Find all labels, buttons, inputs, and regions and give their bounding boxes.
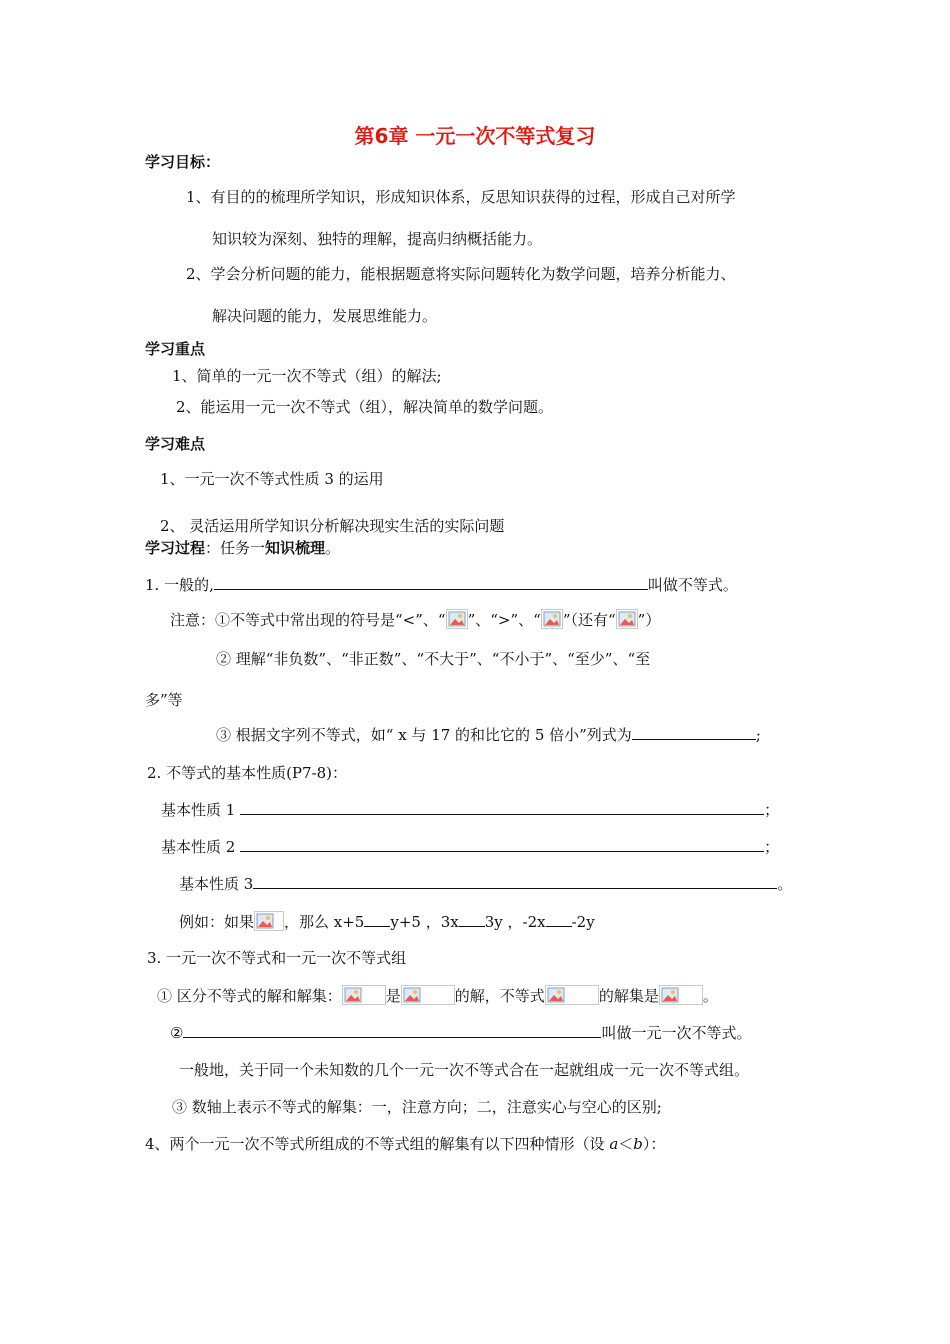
property-1-end: ； <box>764 801 780 819</box>
note-symbols-suffix: ”） <box>637 611 661 629</box>
example-d: -2y <box>571 913 595 931</box>
property-3-line <box>179 874 792 894</box>
broken-image-icon <box>616 609 638 629</box>
linear-def-blank[interactable] <box>183 1023 601 1038</box>
difficulty-2: 2、 灵活运用所学知识分析解决现实生活的实际问题 <box>160 517 505 535</box>
definition-suffix: 叫做不等式。 <box>647 576 738 594</box>
objective-1-line1: 1、有目的的梳理所学知识，形成知识体系，反思知识获得的过程，形成自己对所学 <box>186 188 736 206</box>
example-blank-3[interactable] <box>546 912 572 927</box>
property-3-end: 。 <box>777 875 793 893</box>
key-point-2: 2、能运用一元一次不等式（组），解决简单的数学问题。 <box>176 398 554 416</box>
var-a: a <box>609 1135 619 1153</box>
note-write-prefix: ③ 根据文字列不等式，如“ x 与 17 的和比它的 5 倍小”列式为 <box>216 726 632 744</box>
note-terms-line2: 多”等 <box>145 691 183 709</box>
page-title: 第6章 一元一次不等式复习 <box>354 124 596 148</box>
broken-image-icon <box>446 609 468 629</box>
objectives-heading: 学习目标： <box>145 153 221 171</box>
example-a: ，那么 x+5 <box>284 913 365 931</box>
note-symbols-line <box>170 609 660 630</box>
key-points-heading: 学习重点 <box>145 340 206 358</box>
note-terms-line1: ② 理解“非负数”、“非正数”、“不大于”、“不小于”、“至少”、“至 <box>216 650 651 668</box>
properties-heading: 2. 不等式的基本性质(P7-8)： <box>147 764 348 782</box>
objective-1-line2: 知识较为深刻、独特的理解，提高归纳概括能力。 <box>212 230 543 248</box>
section3-heading: 3. 一元一次不等式和一元一次不等式组 <box>147 949 407 967</box>
definition-blank[interactable] <box>214 575 648 590</box>
objective-2-line2: 解决问题的能力，发展思维能力。 <box>212 307 438 325</box>
process-task-title: 知识梳理 <box>265 539 326 557</box>
linear-def-suffix: 叫做一元一次不等式。 <box>601 1024 752 1042</box>
property-1-label: 基本性质 1 <box>161 801 236 819</box>
property-2-label: 基本性质 2 <box>161 838 236 856</box>
objective-2-line1: 2、学会分析问题的能力，能根据题意将实际问题转化为数学问题，培养分析能力、 <box>186 265 736 283</box>
note-write-suffix: ; <box>755 726 761 744</box>
property-3-label: 基本性质 3 <box>179 875 254 893</box>
solution-is: 是 <box>385 987 401 1005</box>
linear-def-prefix: ② <box>170 1024 184 1042</box>
property-2-blank[interactable] <box>240 837 764 852</box>
difficulties-heading: 学习难点 <box>145 435 206 453</box>
system-definition: 一般地，关于同一个未知数的几个一元一次不等式合在一起就组成一元一次不等式组。 <box>179 1061 750 1079</box>
process-line <box>145 538 340 558</box>
broken-image-icon <box>659 985 703 1005</box>
note-symbols-mid2: ”（还有“ <box>562 611 616 629</box>
process-task-prefix: ：任务一 <box>205 539 266 557</box>
section4-line <box>145 1134 665 1154</box>
solution-vs-set-line <box>157 985 718 1006</box>
definition-line <box>145 575 738 595</box>
solution-vs-set-prefix: ① 区分不等式的解和解集： <box>157 987 342 1005</box>
key-point-1: 1、简单的一元一次不等式（组）的解法; <box>172 367 442 385</box>
property-2-line <box>161 837 779 857</box>
solution-end: 。 <box>702 987 718 1005</box>
example-prefix: 例如：如果 <box>179 913 255 931</box>
broken-image-icon <box>342 985 386 1005</box>
property-1-blank[interactable] <box>240 800 764 815</box>
example-c: 3y ，-2x <box>484 913 546 931</box>
section4-prefix: 4、两个一元一次不等式所组成的不等式组的解集有以下四种情形（设 <box>145 1135 610 1153</box>
property-2-end: ； <box>764 838 780 856</box>
linear-inequality-def-line <box>170 1023 751 1043</box>
note-symbols-prefix: 注意：①不等式中常出现的符号是“<”、“ <box>170 611 446 629</box>
example-b: y+5 ，3x <box>390 913 459 931</box>
broken-image-icon <box>541 609 563 629</box>
less-than-sign: ＜ <box>618 1135 634 1153</box>
definition-prefix: 1. 一般的, <box>145 576 214 594</box>
process-task-suffix: 。 <box>325 539 341 557</box>
broken-image-icon <box>545 985 599 1005</box>
broken-image-icon <box>401 985 455 1005</box>
number-line-note: ③ 数轴上表示不等式的解集：一，注意方向；二，注意实心与空心的区别; <box>172 1098 662 1116</box>
property-1-line <box>161 800 779 820</box>
inequality-blank[interactable] <box>632 725 756 740</box>
process-heading: 学习过程 <box>145 539 206 557</box>
example-blank-1[interactable] <box>364 912 390 927</box>
solution-set-is: 的解集是 <box>598 987 659 1005</box>
var-b: b <box>633 1135 643 1153</box>
broken-image-icon <box>254 911 284 931</box>
solution-of: 的解，不等式 <box>454 987 545 1005</box>
difficulty-1: 1、一元一次不等式性质 3 的运用 <box>160 470 384 488</box>
note-write-inequality <box>216 725 761 745</box>
property-3-blank[interactable] <box>253 874 777 889</box>
example-blank-2[interactable] <box>459 912 485 927</box>
example-line <box>179 911 595 932</box>
section4-suffix: ）： <box>642 1135 666 1153</box>
note-symbols-mid1: ”、“>”、“ <box>467 611 541 629</box>
